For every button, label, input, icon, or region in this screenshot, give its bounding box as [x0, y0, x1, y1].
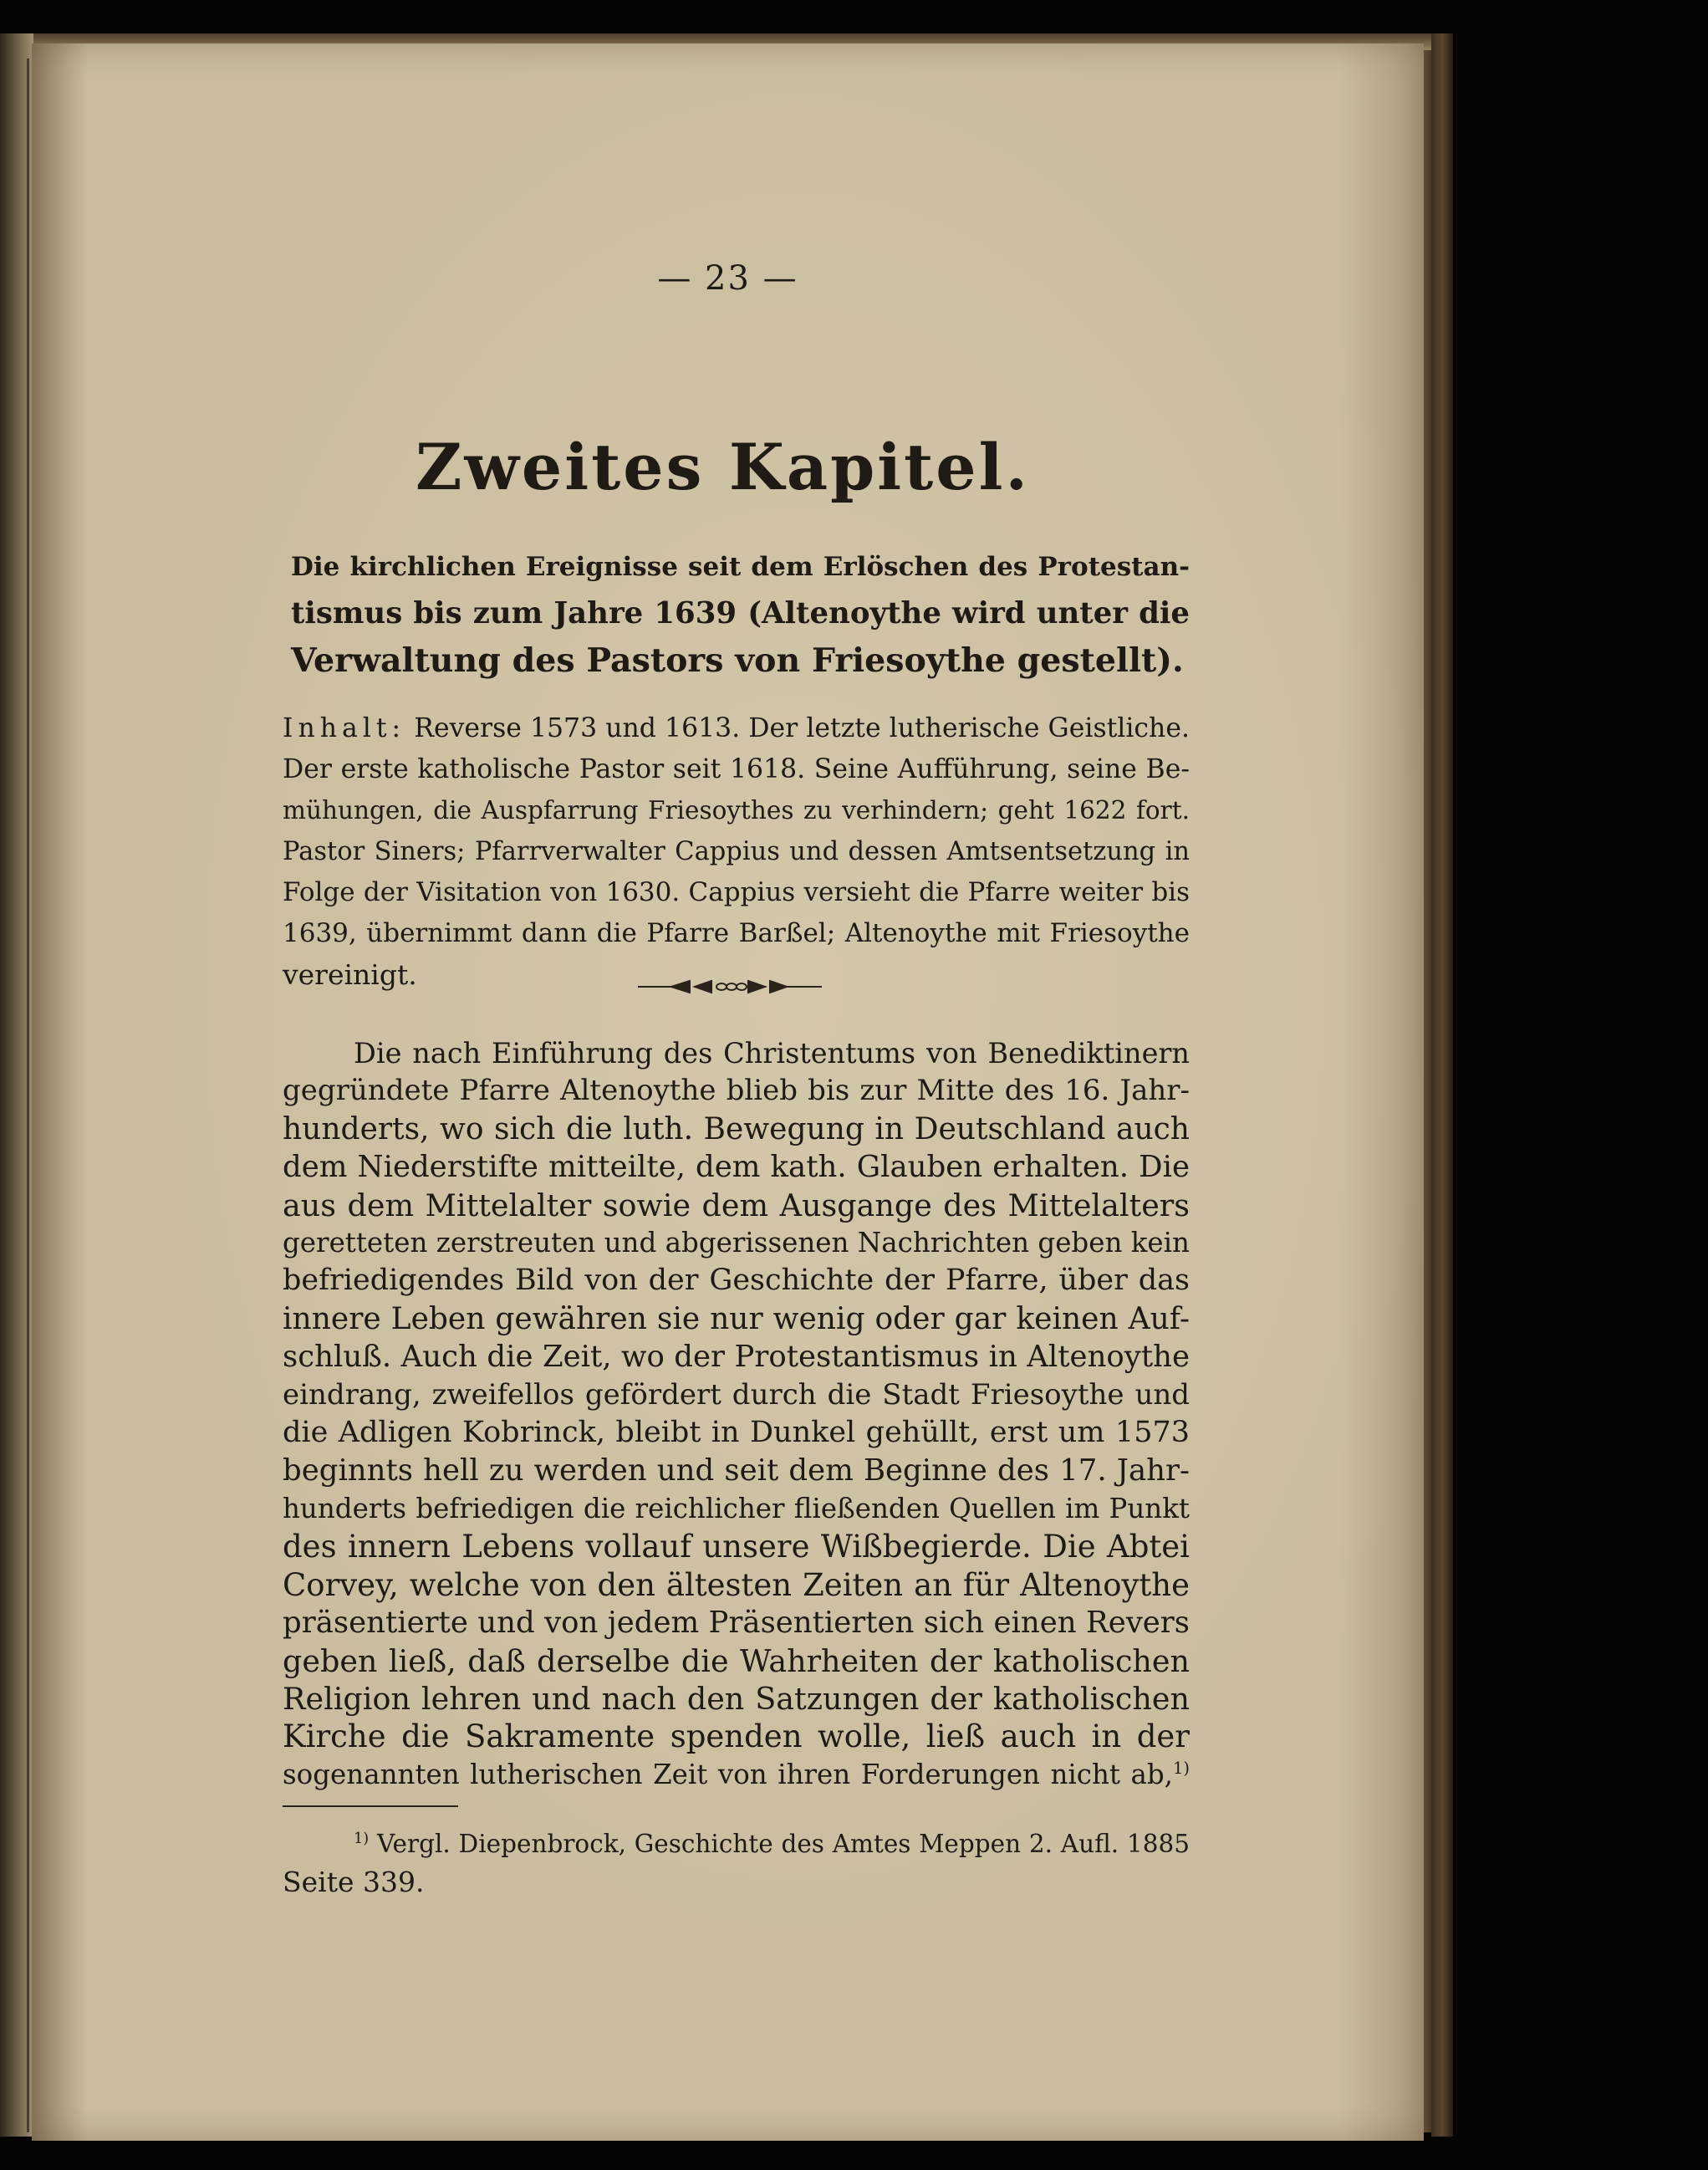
body-line: geretteten zerstreuten und abgerissenen Nachrichten geben kein — [283, 1227, 1190, 1259]
summary-text: Reverse 1573 und 1613. Der letzte lutherische Geistliche. — [414, 713, 1190, 743]
body-line: hunderts befriedigen die reichlicher fließenden Quellen im Punkt — [283, 1492, 1190, 1524]
summary-line: Pastor Siners; Pfarrverwalter Cappius und dessen Amtsentsetzung in — [283, 837, 1190, 866]
summary-line: mühungen, die Auspfarrung Friesoythes zu verhindern; geht 1622 fort. — [283, 796, 1190, 825]
body-text — [283, 1034, 1190, 1794]
body-line: gegründete Pfarre Altenoythe blieb bis zur Mitte des 16. Jahr- — [283, 1074, 1190, 1108]
footnote-line — [283, 1825, 1190, 1863]
subtitle-line: Verwaltung des Pastors von Friesoythe gestellt). — [291, 641, 1184, 680]
body-line: Corvey, welche von den ältesten Zeiten an für Altenoythe — [283, 1566, 1190, 1603]
body-line — [283, 1756, 1190, 1794]
body-line: die Adligen Kobrinck, bleibt in Dunkel gehüllt, erst um 1573 — [283, 1416, 1190, 1450]
chapter-summary — [283, 708, 1190, 995]
body-line: schluß. Auch die Zeit, wo der Protestantismus in Altenoythe — [283, 1340, 1190, 1375]
chapter-subtitle — [291, 544, 1190, 684]
body-line: dem Niederstifte mitteilte, dem kath. Glauben erhalten. Die — [283, 1150, 1190, 1185]
subtitle-line: Die kirchlichen Ereignisse seit dem Erlöschen des Protestan- — [291, 552, 1190, 582]
body-line: Die nach Einführung des Christentums von Benediktinern — [354, 1037, 1190, 1070]
summary-line — [283, 708, 1190, 749]
footnote-mark: 1) — [354, 1830, 370, 1848]
chapter-title: Zweites Kapitel. — [416, 430, 1030, 504]
body-line: befriedigendes Bild von der Geschichte der Pfarre, über das — [283, 1264, 1190, 1298]
summary-label: Inhalt: — [283, 713, 406, 743]
book-page — [32, 43, 1424, 2141]
section-divider-ornament — [638, 977, 822, 997]
body-line: hunderts, wo sich die luth. Bewegung in Deutschland auch — [283, 1111, 1190, 1146]
binding-gutter — [27, 59, 29, 2132]
body-line: geben ließ, daß derselbe die Wahrheiten der katholischen — [283, 1642, 1190, 1679]
body-line-text: sogenannten lutherischen Zeit von ihren Forderungen nicht ab, — [283, 1758, 1173, 1790]
body-line: innere Leben gewähren sie nur wenig oder gar keinen Auf- — [283, 1301, 1190, 1336]
body-line: beginnts hell zu werden und seit dem Beginne des 17. Jahr- — [283, 1453, 1190, 1488]
body-line: Kirche die Sakramente spenden wolle, ließ auch in der — [283, 1718, 1190, 1755]
summary-line: vereinigt. — [283, 958, 417, 991]
body-line: des innern Lebens vollauf unsere Wißbegierde. Die Abtei — [283, 1529, 1190, 1565]
footnote-line: Seite 339. — [283, 1866, 425, 1898]
footnote-rule — [283, 1805, 458, 1807]
body-line: Religion lehren und nach den Satzungen der katholischen — [283, 1680, 1190, 1717]
footnote — [283, 1825, 1190, 1902]
summary-line: Der erste katholische Pastor seit 1618. Seine Aufführung, seine Be- — [283, 754, 1190, 784]
summary-line: 1639, übernimmt dann die Pfarre Barßel; Altenoythe mit Friesoythe — [283, 918, 1190, 948]
book-cover-edge — [1431, 33, 1453, 2137]
footnote-reference: 1) — [1172, 1758, 1190, 1778]
subtitle-line: tismus bis zum Jahre 1639 (Altenoythe wird unter die — [291, 596, 1190, 631]
body-line: aus dem Mittelalter sowie dem Ausgange des Mittelalters — [283, 1187, 1190, 1223]
footnote-text: Vergl. Diepenbrock, Geschichte des Amtes Meppen 2. Aufl. 1885 — [376, 1830, 1190, 1858]
summary-line: Folge der Visitation von 1630. Cappius versieht die Pfarre weiter bis — [283, 877, 1190, 907]
body-line: eindrang, zweifellos gefördert durch die Stadt Friesoythe und — [283, 1377, 1190, 1412]
body-line: präsentierte und von jedem Präsentierten sich einen Revers — [283, 1606, 1190, 1641]
page-number: — 23 — — [657, 259, 798, 298]
